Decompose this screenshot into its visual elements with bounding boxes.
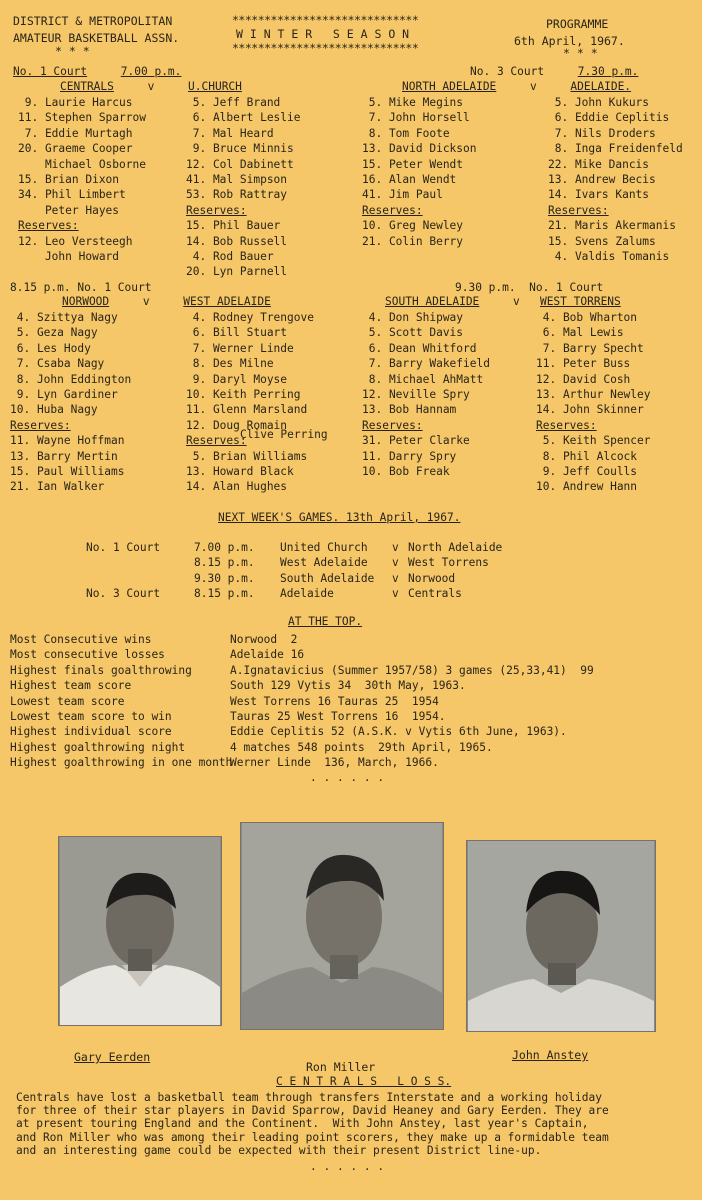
game2-teams: NORTH ADELAIDE v ADELAIDE. — [402, 80, 632, 93]
header-star-row-bottom: ***************************** — [232, 41, 419, 55]
reserves-label: Reserves: — [18, 219, 79, 233]
article-dots: . . . . . . — [310, 1160, 385, 1173]
game1-court: No. 1 Court 7.00 p.m. — [13, 65, 182, 78]
player-entry: 13. Andrew Becis — [548, 172, 656, 186]
programme-label: PROGRAMME — [546, 17, 609, 31]
record-row — [10, 694, 594, 709]
player-entry: 20. Graeme Cooper — [18, 142, 133, 156]
player-entry: 5. Brian Williams — [186, 449, 308, 463]
photo-gary-eerden — [58, 836, 222, 1026]
schedule-away: North Adelaide — [408, 541, 503, 554]
caption-john-anstey: John Anstey — [512, 1048, 589, 1062]
player-entry: 4. Szittya Nagy — [10, 311, 118, 324]
player-entry: 21. Ian Walker — [10, 480, 105, 494]
player-entry: 7. Mal Heard — [186, 126, 274, 140]
game4-court: 9.30 p.m. No. 1 Court — [455, 281, 604, 294]
player-entry: 20. Lyn Parnell — [186, 265, 288, 279]
record-value: Adelaide 16 — [230, 648, 305, 662]
player-entry: 4. Rod Bauer — [186, 249, 274, 263]
player-entry: 5. Mike Megins — [362, 96, 464, 109]
programme-date: 6th April, 1967. — [514, 34, 625, 48]
photo-john-anstey — [466, 840, 656, 1032]
player-entry: 4. Don Shipway — [362, 311, 464, 324]
record-row — [10, 663, 594, 678]
photo-ron-miller — [240, 822, 444, 1030]
schedule-home: South Adelaide — [280, 571, 375, 585]
player-entry: 6. Bill Stuart — [186, 326, 288, 340]
game3-home-roster — [10, 310, 131, 495]
schedule-vs: v — [392, 587, 399, 601]
record-row — [10, 724, 594, 739]
player-entry: 7. Barry Specht — [536, 341, 644, 355]
schedule-vs: v — [392, 541, 399, 554]
schedule-away: Norwood — [408, 571, 456, 585]
association-name-line1: DISTRICT & METROPOLITAN — [13, 14, 173, 28]
game4-away-roster — [536, 310, 651, 495]
game3-away-roster — [186, 310, 314, 495]
player-entry: 6. Albert Leslie — [186, 111, 301, 125]
records-dots: . . . . . . — [310, 771, 385, 784]
player-entry: 13. David Dickson — [362, 142, 477, 156]
record-value: 4 matches 548 points 29th April, 1965. — [230, 740, 493, 754]
reserves-label: Reserves: — [186, 434, 247, 448]
player-entry: 10. Bob Freak — [362, 464, 450, 478]
portrait-icon — [59, 837, 221, 1025]
record-label: Highest goalthrowing night — [10, 740, 186, 754]
player-entry: 8. John Eddington — [10, 372, 132, 386]
player-entry: 7. Barry Wakefield — [362, 357, 490, 371]
schedule-time: 9.30 p.m. — [194, 571, 255, 585]
player-entry: 13. Bob Hannam — [362, 403, 457, 417]
player-entry: 6. Les Hody — [10, 341, 91, 355]
record-row — [10, 740, 594, 755]
player-entry: 41. Jim Paul — [362, 188, 443, 202]
record-row — [10, 632, 594, 647]
player-entry: 10. Keith Perring — [186, 387, 301, 401]
player-entry: 4. Rodney Trengove — [186, 311, 314, 324]
next-week-title: NEXT WEEK'S GAMES. 13th April, 1967. — [218, 511, 461, 524]
player-entry: 4. Bob Wharton — [536, 311, 638, 324]
game1-teams: CENTRALS v U.CHURCH — [60, 80, 242, 93]
player-entry: 12. Col Dabinett — [186, 157, 294, 171]
player-entry: 11. Peter Buss — [536, 357, 631, 371]
player-entry: 13. Barry Mertin — [10, 449, 118, 463]
caption-ron-miller: Ron Miller — [306, 1060, 376, 1074]
player-entry: 15. Peter Wendt — [362, 157, 464, 171]
player-entry: 10. Huba Nagy — [10, 403, 98, 417]
player-entry: 41. Mal Simpson — [186, 172, 288, 186]
player-entry: 4. Valdis Tomanis — [548, 249, 670, 263]
record-row — [10, 678, 594, 693]
reserves-label: Reserves: — [536, 418, 597, 432]
player-entry: 12. Leo Versteegh — [18, 234, 133, 248]
record-value: Eddie Ceplitis 52 (A.S.K. v Vytis 6th June, 1963). — [230, 725, 567, 739]
next-week-schedule — [86, 540, 528, 602]
article-line: at present touring England and the Continent. With John Anstey, last year's Captain, — [16, 1117, 589, 1131]
player-entry: 10. Greg Newley — [362, 219, 464, 233]
schedule-vs: v — [392, 571, 399, 585]
header-stars-right: * * * — [563, 46, 598, 60]
player-entry: 10. Andrew Hann — [536, 480, 638, 494]
record-label: Highest team score — [10, 679, 132, 693]
next-week-row — [86, 586, 528, 601]
player-entry: 14. John Skinner — [536, 403, 644, 417]
player-entry: 34. Phil Limbert — [18, 188, 126, 202]
schedule-away: Centrals — [408, 587, 462, 601]
player-entry: 9. Daryl Moyse — [186, 372, 288, 386]
player-entry: 11. Stephen Sparrow — [18, 111, 146, 125]
player-entry: 8. Des Milne — [186, 357, 274, 371]
player-entry: 8. Tom Foote — [362, 126, 450, 140]
record-label: Highest individual score — [10, 725, 172, 739]
player-entry: 5. Keith Spencer — [536, 434, 651, 448]
schedule-home: Adelaide — [280, 587, 334, 601]
portrait-icon — [467, 841, 655, 1031]
player-entry: 14. Ivars Kants — [548, 188, 650, 202]
game3-teams: NORWOOD v WEST ADELAIDE — [62, 295, 271, 308]
player-entry: 22. Mike Dancis — [548, 157, 650, 171]
player-entry: 7. Eddie Murtagh — [18, 126, 133, 140]
caption-gary-eerden: Gary Eerden — [74, 1050, 151, 1064]
player-entry: 7. Nils Droders — [548, 126, 656, 140]
game3-court: 8.15 p.m. No. 1 Court — [10, 281, 152, 294]
player-entry: 12. David Cosh — [536, 372, 631, 386]
schedule-home: United Church — [280, 541, 368, 554]
player-entry: 14. Alan Hughes — [186, 480, 288, 494]
player-entry: 15. Brian Dixon — [18, 172, 120, 186]
game4-home-roster — [362, 310, 490, 479]
record-label: Highest finals goalthrowing — [10, 663, 192, 677]
player-entry: Michael Osborne — [18, 157, 146, 171]
player-entry: 8. Inga Freidenfeld — [548, 142, 683, 156]
next-week-row — [86, 571, 528, 586]
player-entry: 5. Scott Davis — [362, 326, 464, 340]
player-entry: 15. Paul Williams — [10, 464, 125, 478]
player-entry: 9. Laurie Harcus — [18, 96, 133, 109]
schedule-court: No. 3 Court — [86, 587, 161, 601]
next-week-row — [86, 555, 528, 570]
association-name-line2: AMATEUR BASKETBALL ASSN. — [13, 31, 180, 45]
schedule-away: West Torrens — [408, 556, 489, 570]
game1-away-roster — [186, 95, 301, 280]
record-label: Lowest team score to win — [10, 710, 172, 724]
player-entry: 6. Dean Whitford — [362, 341, 477, 355]
player-entry: 12. Neville Spry — [362, 387, 470, 401]
player-entry: 9. Jeff Coulls — [536, 464, 638, 478]
record-label: Highest goalthrowing in one month — [10, 756, 233, 770]
record-row — [10, 709, 594, 724]
record-label: Most Consecutive wins — [10, 633, 152, 646]
player-entry: 15. Phil Bauer — [186, 219, 281, 233]
record-value: Werner Linde 136, March, 1966. — [230, 756, 439, 770]
schedule-time: 8.15 p.m. — [194, 587, 255, 601]
player-entry: 11. Darry Spry — [362, 449, 457, 463]
article-line: and Ron Miller who was among their leading point scorers, they make up a formidable team — [16, 1130, 609, 1144]
at-the-top-title: AT THE TOP. — [288, 615, 363, 628]
record-label: Most consecutive losses — [10, 648, 165, 662]
player-entry: 9. Lyn Gardiner — [10, 387, 118, 401]
player-entry: 7. Werner Linde — [186, 341, 294, 355]
record-value: South 129 Vytis 34 30th May, 1963. — [230, 679, 466, 693]
article-body — [16, 1091, 609, 1157]
reserves-label: Reserves: — [362, 203, 423, 217]
player-entry: Peter Hayes — [18, 203, 120, 217]
record-row — [10, 647, 594, 662]
article-line: Centrals have lost a basketball team through transfers Interstate and a working holiday — [16, 1091, 602, 1104]
game4-teams: SOUTH ADELAIDE v WEST TORRENS — [385, 295, 621, 308]
reserves-label: Reserves: — [186, 203, 247, 217]
player-entry: 9. Bruce Minnis — [186, 142, 294, 156]
article-title: C E N T R A L S L O S S. — [276, 1075, 452, 1088]
reserves-label: Reserves: — [362, 418, 423, 432]
player-entry: 31. Peter Clarke — [362, 434, 470, 448]
game2-home-roster — [362, 95, 477, 249]
record-value: Tauras 25 West Torrens 16 1954. — [230, 710, 446, 724]
game2-away-roster — [548, 95, 683, 264]
player-entry: 16. Alan Wendt — [362, 172, 457, 186]
player-entry: 8. Michael AhMatt — [362, 372, 484, 386]
header-star-row-top: ***************************** — [232, 13, 419, 27]
player-entry: 21. Maris Akermanis — [548, 219, 676, 233]
reserves-label: Reserves: — [10, 418, 71, 432]
header-stars-left: * * * — [55, 44, 90, 58]
player-entry: 11. Wayne Hoffman — [10, 434, 125, 448]
player-entry: 14. Bob Russell — [186, 234, 288, 248]
player-entry: 21. Colin Berry — [362, 234, 464, 248]
portrait-icon — [241, 823, 443, 1029]
player-entry: 6. Mal Lewis — [536, 326, 624, 340]
player-entry: 6. Eddie Ceplitis — [548, 111, 670, 125]
game3-overprint-note: Clive Perring — [240, 428, 328, 441]
player-entry: 5. Jeff Brand — [186, 96, 281, 109]
player-entry: 7. John Horsell — [362, 111, 470, 125]
player-entry: 11. Glenn Marsland — [186, 403, 308, 417]
record-value: West Torrens 16 Tauras 25 1954 — [230, 694, 439, 708]
record-label: Lowest team score — [10, 694, 125, 708]
record-value: Norwood 2 — [230, 633, 298, 646]
schedule-court: No. 1 Court — [86, 541, 161, 554]
record-value: A.Ignatavicius (Summer 1957/58) 3 games (25,33,41) 99 — [230, 663, 594, 677]
article-line: for three of their star players in David Sparrow, David Heaney and Gary Eerden. They are — [16, 1104, 609, 1118]
next-week-row — [86, 540, 528, 555]
player-entry: 15. Svens Zalums — [548, 234, 656, 248]
record-row — [10, 755, 594, 770]
schedule-time: 7.00 p.m. — [194, 541, 255, 554]
player-entry: John Howard — [18, 249, 120, 263]
player-entry: 8. Phil Alcock — [536, 449, 638, 463]
player-entry: 13. Arthur Newley — [536, 387, 651, 401]
schedule-vs: v — [392, 556, 399, 570]
article-line: and an interesting game could be expected with their present District line-up. — [16, 1143, 542, 1157]
game2-court: No. 3 Court 7.30 p.m. — [470, 65, 639, 78]
player-entry: 12. Doug Romain — [186, 418, 288, 432]
records-table — [10, 632, 594, 771]
player-entry: 5. Geza Nagy — [10, 326, 98, 340]
player-entry: 53. Rob Rattray — [186, 188, 288, 202]
schedule-home: West Adelaide — [280, 556, 368, 570]
schedule-time: 8.15 p.m. — [194, 556, 255, 570]
player-entry: 13. Howard Black — [186, 464, 294, 478]
reserves-label: Reserves: — [548, 203, 609, 217]
player-entry: 7. Csaba Nagy — [10, 357, 105, 371]
winter-season-title: W I N T E R S E A S O N — [236, 27, 410, 41]
game1-home-roster — [18, 95, 146, 264]
player-entry: 5. John Kukurs — [548, 96, 650, 109]
